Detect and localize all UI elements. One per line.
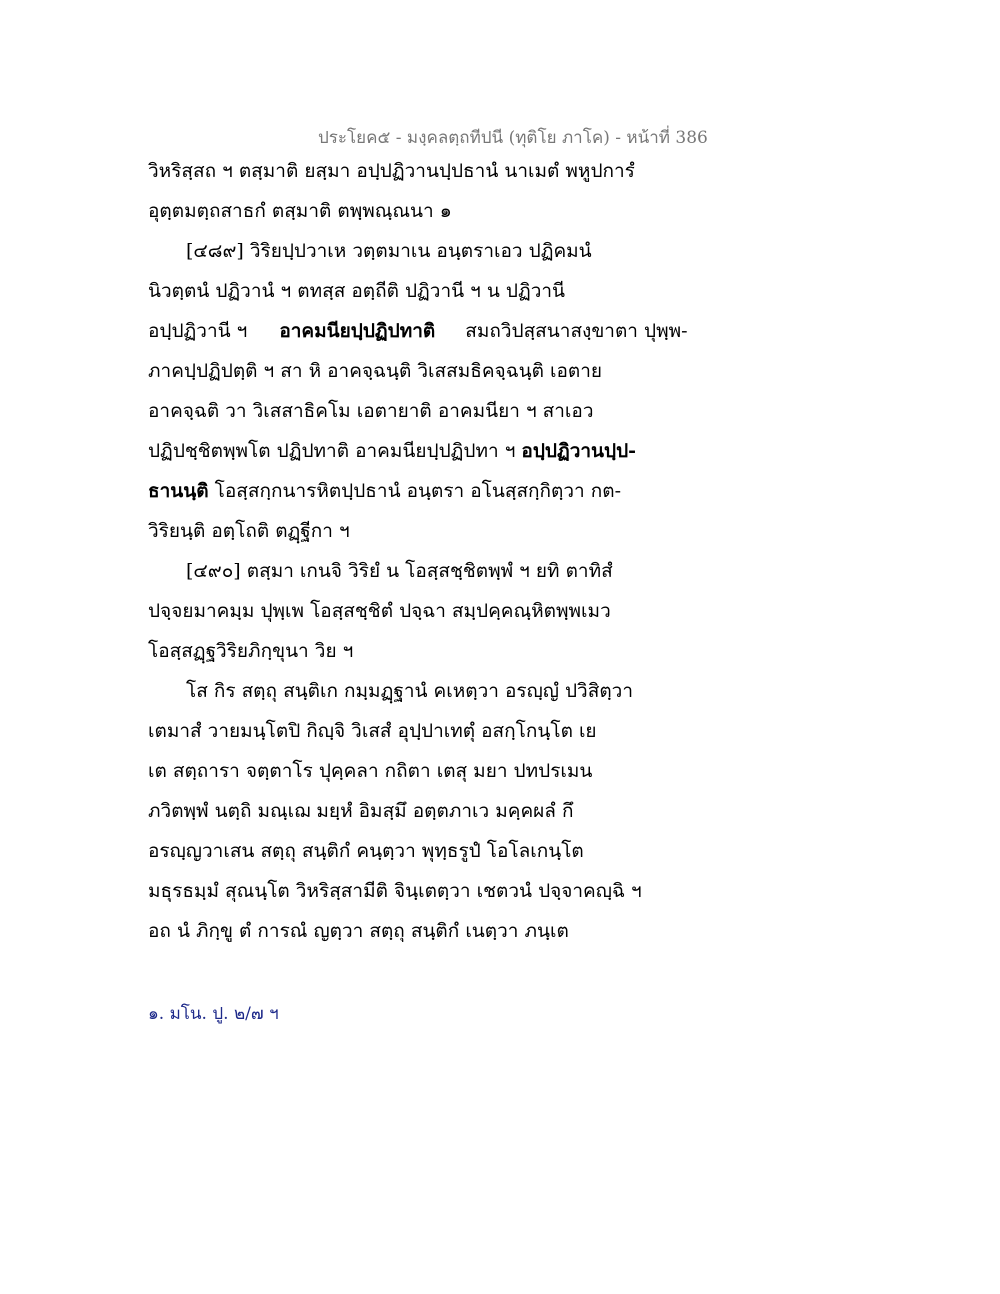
text-line: วิหริสฺสถ ฯ ตสฺมาติ ยสฺมา อปฺปฏิวานปฺปธานํ นาเมตํ พหูปการํ: [148, 160, 635, 182]
text-line: อาคจฺฉติ วา วิเสสาธิคโม เอตายาติ อาคมนียา ฯ สาเอว: [148, 400, 594, 422]
text-line: ภาคปฺปฏิปตฺติ ฯ สา หิ อาคจฺฉนฺติ วิเสสมธิคจฺฉนฺติ เอตาย: [148, 360, 603, 382]
text-span: อปฺปฏิวานี ฯ: [148, 320, 248, 342]
paragraph-line: โส กิร สตฺถุ สนฺติเก กมฺมฏฺฐานํ คเหตฺวา อรญฺญํ ปวิสิตฺวา: [186, 680, 634, 702]
bold-term: ธานนฺติ: [148, 480, 209, 502]
text-line: อรญฺญวาเสน สตฺถุ สนฺติกํ คนฺตฺวา พุทฺธรูปํ โอโลเกนฺโต: [148, 840, 584, 862]
text-line: [148, 322, 688, 341]
bold-term: อปฺปฏิวานปฺป-: [521, 440, 637, 462]
text-line: เตมาสํ วายมนฺโตปิ กิญฺจิ วิเสสํ อุปฺปาเทตุํ อสกฺโกนฺโต เย: [148, 720, 597, 742]
text-line: วิริยนฺติ อตฺโถติ ตฏฺฐีกา ฯ: [148, 520, 350, 542]
footnote: ๑. มโน. ปู. ๒/๗ ฯ: [148, 1004, 279, 1024]
text-line: เต สตฺถารา จตฺตาโร ปุคฺคลา กถิตา เตสุ มยา ปทปรเมน: [148, 760, 593, 782]
text-span: สมถวิปสฺสนาสงฺขาตา ปุพฺพ-: [465, 320, 688, 342]
page-header: ประโยค๕ - มงฺคลตฺถทีปนี (ทุติโย ภาโค) - หน้าที่ 386: [318, 128, 708, 148]
text-line: ภวิตพฺพํ นตฺถิ มณฺเฌ มยฺหํ อิมสฺมึ อตฺตภาเว มคฺคผลํ กึ: [148, 800, 574, 822]
text-span: โอสฺสกฺกนารหิตปฺปธานํ อนฺตรา อโนสฺสกฺกิตฺวา กต-: [208, 480, 622, 502]
text-line: [148, 442, 636, 461]
text-line: [148, 482, 621, 501]
paragraph-line: [๔๙๐] ตสฺมา เกนจิ วิริยํ น โอสฺสชฺชิตพฺพํ ฯ ยทิ ตาทิสํ: [186, 560, 613, 582]
text-line: นิวตฺตนํ ปฏิวานํ ฯ ตทสฺส อตฺถีติ ปฏิวานี ฯ น ปฏิวานี: [148, 280, 566, 302]
paragraph-line: [๔๘๙] วิริยปฺปวาเห วตฺตมาเน อนฺตราเอว ปฏิคมนํ: [186, 240, 592, 262]
bold-term: อาคมนียปฺปฏิปทาติ: [279, 320, 436, 342]
text-line: อถ นํ ภิกฺขู ตํ การณํ ญตฺวา สตฺถุ สนฺติกํ เนตฺวา ภนฺเต: [148, 920, 569, 942]
text-line: ปจฺจยมาคมฺม ปุพฺเพ โอสฺสชฺชิตํ ปจฺฉา สมฺปคฺคณฺหิตพฺพเมว: [148, 600, 611, 622]
text-line: อุตฺตมตฺถสาธกํ ตสฺมาติ ตพฺพณฺณนา ๑: [148, 200, 452, 222]
text-line: โอสฺสฏฺฐวิริยภิกฺขุนา วิย ฯ: [148, 640, 354, 662]
text-line: มธุรธมฺมํ สุณนฺโต วิหริสฺสามีติ จินฺเตตฺวา เชตวนํ ปจฺจาคญฺฉิ ฯ: [148, 880, 642, 902]
text-span: ปฏิปชฺชิตพฺพโต ปฏิปทาติ อาคมนียปฺปฏิปทา ฯ: [148, 440, 516, 462]
